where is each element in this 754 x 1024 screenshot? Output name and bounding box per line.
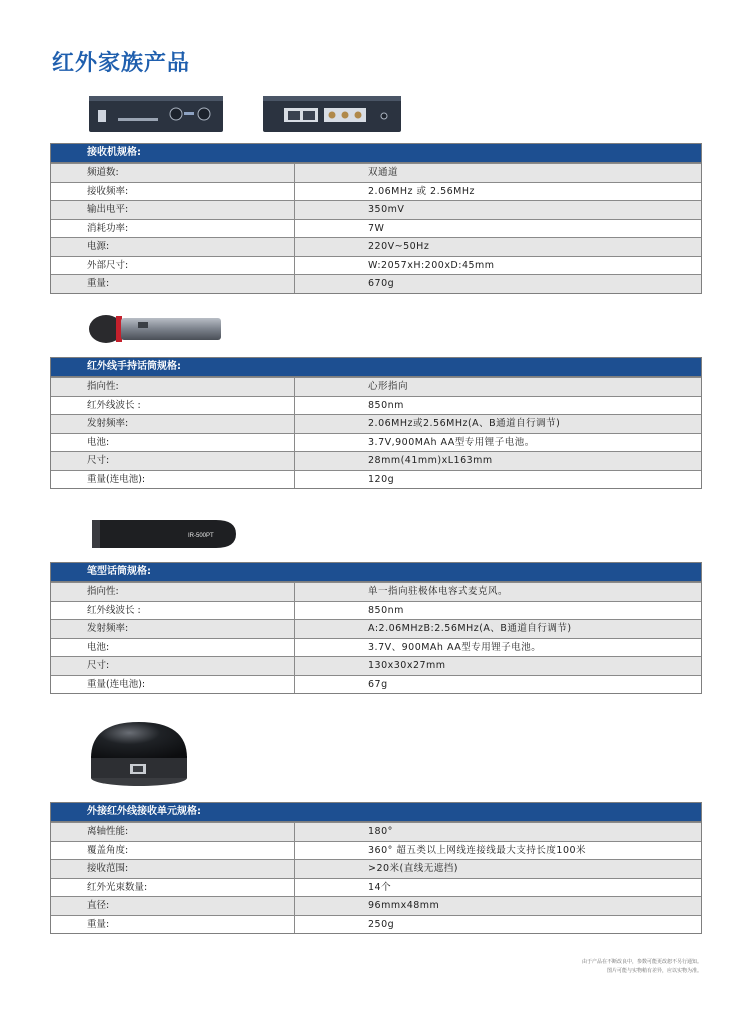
- table-row: [51, 237, 701, 256]
- table-row: [51, 878, 701, 897]
- handheld-mic-spec-table: [50, 357, 702, 489]
- spec-label: 指向性:: [51, 583, 295, 601]
- table-row: [51, 582, 701, 601]
- spec-value: 250g: [368, 918, 395, 930]
- table-row: [51, 219, 701, 238]
- spec-value: A:2.06MHzB:2.56MHz(A、B通道自行调节): [368, 623, 572, 634]
- pen-mic-spec-table: [50, 562, 702, 694]
- external-unit-spec-table: [50, 802, 702, 934]
- spec-value: 180°: [368, 826, 393, 837]
- table-row: [51, 859, 701, 878]
- table-row: [51, 470, 701, 489]
- spec-label: 离轴性能:: [51, 823, 295, 841]
- external-ir-receiver-image: [84, 716, 194, 788]
- spec-value: 3.7V、900MAh AA型专用锂子电池。: [368, 641, 542, 653]
- spec-label: 发射频率:: [51, 415, 295, 433]
- spec-label: 红外线波长 :: [51, 602, 295, 620]
- spec-label: 尺寸:: [51, 452, 295, 470]
- spec-label: 红外光束数量:: [51, 879, 295, 897]
- spec-label: 频道数:: [51, 164, 295, 182]
- pen-mic-image: [88, 514, 238, 554]
- table-row: [51, 414, 701, 433]
- spec-label: 尺寸:: [51, 657, 295, 675]
- footer-line: 图片可能与实物稍有差异，应以实物为准。: [606, 968, 702, 974]
- spec-table-header: 外接红外线接收单元规格:: [51, 803, 701, 822]
- table-row: [51, 377, 701, 396]
- spec-value: 14个: [368, 881, 392, 893]
- spec-value: 2.06MHz或2.56MHz(A、B通道自行调节): [368, 418, 561, 429]
- footer-disclaimer: [582, 958, 702, 976]
- spec-label: 电源:: [51, 238, 295, 256]
- spec-value: 120g: [368, 473, 395, 485]
- spec-label: 输出电平:: [51, 201, 295, 219]
- spec-value: 360° 超五类以上网线连接线最大支持长度100米: [368, 844, 587, 856]
- table-row: [51, 656, 701, 675]
- spec-value: 单一指向驻极体电容式麦克风。: [368, 586, 509, 597]
- table-row: [51, 274, 701, 293]
- table-row: [51, 182, 701, 201]
- table-row: [51, 451, 701, 470]
- spec-label: 电池:: [51, 434, 295, 452]
- table-row: [51, 601, 701, 620]
- spec-label: 重量:: [51, 916, 295, 934]
- table-row: [51, 433, 701, 452]
- footer-line: 由于产品在不断改良中，参数可能更改恕不另行通知。: [581, 959, 702, 965]
- table-row: [51, 675, 701, 694]
- spec-value: 670g: [368, 278, 395, 289]
- spec-value: >20米(直线无遮挡): [368, 863, 458, 874]
- spec-label: 指向性:: [51, 378, 295, 396]
- table-row: [51, 822, 701, 841]
- spec-label: 重量(连电池):: [51, 676, 295, 694]
- spec-label: 外部尺寸:: [51, 257, 295, 275]
- spec-label: 电池:: [51, 639, 295, 657]
- spec-value: 心形指向: [368, 381, 409, 392]
- pen-mic-model-label: IR-500PT: [188, 533, 214, 539]
- spec-table-header: 笔型话筒规格:: [51, 563, 701, 582]
- spec-value: 350mV: [368, 204, 405, 215]
- spec-label: 重量:: [51, 275, 295, 293]
- spec-value: 130x30x27mm: [368, 660, 446, 671]
- table-row: [51, 396, 701, 415]
- table-row: [51, 200, 701, 219]
- receiver-front-image: [88, 92, 224, 134]
- spec-label: 直径:: [51, 897, 295, 915]
- spec-label: 发射频率:: [51, 620, 295, 638]
- spec-label: 重量(连电池):: [51, 471, 295, 489]
- table-row: [51, 256, 701, 275]
- spec-value: 2.06MHz 或 2.56MHz: [368, 185, 475, 197]
- table-row: [51, 915, 701, 934]
- table-row: [51, 163, 701, 182]
- spec-value: 850nm: [368, 399, 404, 411]
- spec-value: 双通道: [368, 167, 399, 178]
- spec-value: 3.7V,900MAh AA型专用锂子电池。: [368, 436, 535, 448]
- receiver-back-image: [262, 92, 402, 134]
- receiver-spec-table: [50, 143, 702, 294]
- spec-value: W:2057xH:200xD:45mm: [368, 259, 495, 271]
- spec-value: 28mm(41mm)xL163mm: [368, 455, 493, 466]
- table-row: [51, 896, 701, 915]
- spec-value: 7W: [368, 222, 385, 234]
- table-row: [51, 841, 701, 860]
- spec-value: 850nm: [368, 604, 404, 616]
- spec-value: 220V~50Hz: [368, 241, 430, 252]
- spec-label: 消耗功率:: [51, 220, 295, 238]
- spec-value: 67g: [368, 678, 388, 690]
- table-row: [51, 638, 701, 657]
- spec-label: 接收范围:: [51, 860, 295, 878]
- spec-value: 96mmx48mm: [368, 900, 440, 911]
- spec-table-header: 红外线手持话筒规格:: [51, 358, 701, 377]
- spec-label: 接收频率:: [51, 183, 295, 201]
- spec-table-header: 接收机规格:: [51, 144, 701, 163]
- spec-label: 红外线波长 :: [51, 397, 295, 415]
- spec-label: 覆盖角度:: [51, 842, 295, 860]
- table-row: [51, 619, 701, 638]
- handheld-mic-image: [88, 312, 224, 346]
- page-title: 红外家族产品: [52, 51, 191, 76]
